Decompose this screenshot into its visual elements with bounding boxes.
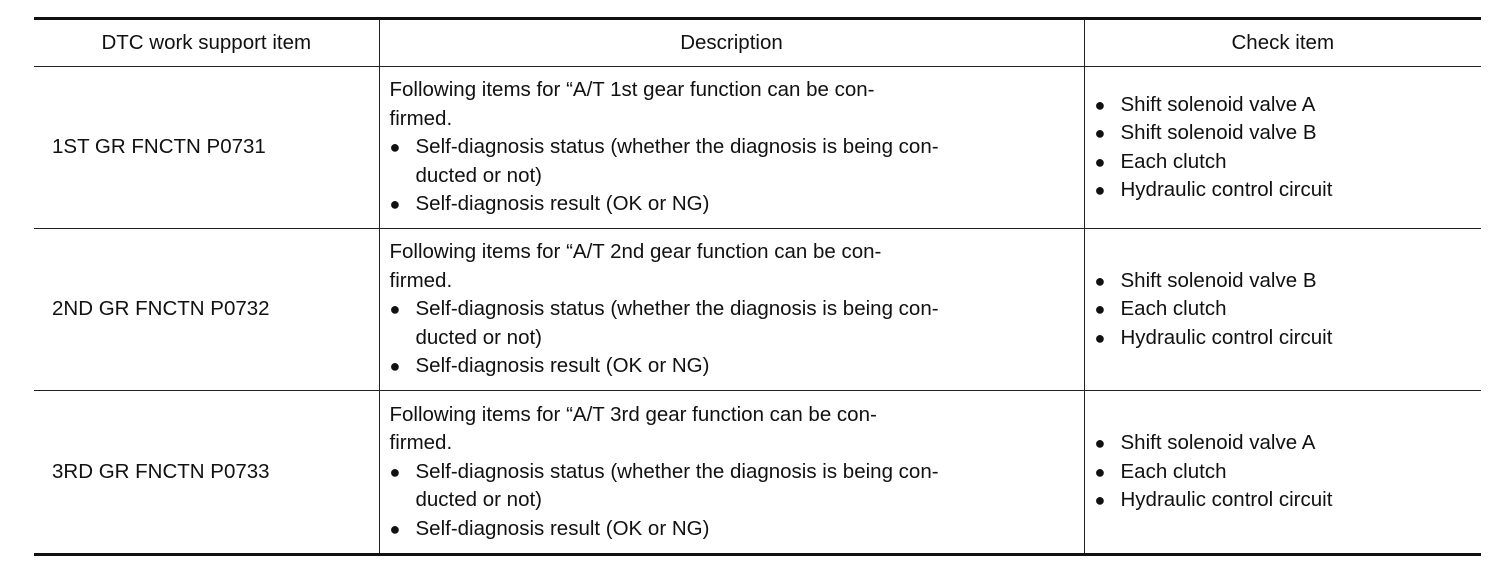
bullet-text: Self-diagnosis result (OK or NG) [415,192,710,216]
description-cell [379,229,1084,391]
bullet-icon: ● [1094,327,1106,348]
bullet-icon: ● [389,299,401,320]
check-item [1095,458,1482,487]
check-item [1095,267,1482,296]
bullet-text: Self-diagnosis result (OK or NG) [415,354,710,378]
check-item-text: Hydraulic control circuit [1120,488,1333,512]
bullet-icon: ● [389,194,401,215]
check-item-cell [1084,67,1481,229]
bullet-text-continued: ducted or not) [415,325,542,349]
dtc-work-support-table [34,17,1481,556]
bullet-icon: ● [1094,461,1106,482]
bullet-icon: ● [1094,94,1106,115]
bullet-icon: ● [1094,433,1106,454]
description-intro-line: Following items for “A/T 2nd gear function can be con- [389,240,882,264]
bullet-icon: ● [1094,123,1106,143]
check-item [1095,176,1482,205]
header-check-item: Check item [1084,19,1481,67]
description-bullet-item [390,352,1074,381]
check-item [1095,91,1482,120]
description-intro-line: firmed. [389,431,453,455]
description-bullet-item [390,190,1074,219]
bullet-icon: ● [389,461,401,482]
bullet-text: Self-diagnosis status (whether the diagnosis is being con- [415,297,939,321]
check-item [1095,429,1482,458]
check-item-text: Hydraulic control circuit [1120,325,1333,349]
check-item-text: Shift solenoid valve B [1120,121,1317,144]
description-bullet-item [390,295,1074,324]
bullet-icon: ● [1094,490,1106,511]
description-bullet-item [390,515,1074,544]
description-cell [379,391,1084,555]
description-intro-line: firmed. [389,106,453,130]
table-row [34,391,1481,555]
check-item-text: Shift solenoid valve A [1120,92,1316,116]
table-header-row [34,19,1481,67]
header-description: Description [379,19,1084,67]
bullet-icon: ● [1094,299,1106,320]
description-cell [379,67,1084,229]
dtc-item-cell: 1ST GR FNCTN P0731 [34,67,379,229]
dtc-item-cell: 3RD GR FNCTN P0733 [34,391,379,555]
description-intro-line: firmed. [389,268,453,292]
bullet-text: Self-diagnosis status (whether the diagnosis is being con- [415,459,939,483]
bullet-text: Self-diagnosis result (OK or NG) [415,516,710,540]
bullet-icon: ● [389,356,401,377]
check-item-cell [1084,391,1481,555]
description-bullet-item [390,458,1074,487]
check-item [1095,148,1482,177]
table-row [34,229,1481,391]
description-intro [390,76,1074,133]
bullet-text-continued: ducted or not) [415,488,542,512]
check-item-text: Each clutch [1120,149,1227,173]
description-intro [390,401,1074,458]
check-item [1095,119,1482,148]
check-item-text: Each clutch [1120,297,1227,321]
check-item-cell [1084,229,1481,391]
bullet-icon: ● [1094,180,1106,200]
bullet-icon: ● [389,518,401,539]
bullet-icon: ● [1094,270,1106,291]
description-intro [390,238,1074,295]
check-item [1095,486,1482,515]
description-bullet-item [390,133,1074,162]
check-item-text: Each clutch [1120,459,1227,483]
header-dtc-work-support-item: DTC work support item [34,19,379,67]
check-item-text: Hydraulic control circuit [1120,178,1333,201]
bullet-text-continued: ducted or not) [415,163,542,187]
check-item [1095,324,1482,353]
check-item [1095,295,1482,324]
bullet-icon: ● [1094,151,1106,172]
dtc-item-cell: 2ND GR FNCTN P0732 [34,229,379,391]
table-row [34,67,1481,229]
description-intro-line: Following items for “A/T 1st gear function can be con- [389,78,875,102]
description-intro-line: Following items for “A/T 3rd gear function can be con- [389,402,877,426]
check-item-text: Shift solenoid valve A [1120,431,1316,455]
bullet-icon: ● [389,137,401,158]
check-item-text: Shift solenoid valve B [1120,268,1317,292]
bullet-text: Self-diagnosis status (whether the diagnosis is being con- [415,135,939,159]
